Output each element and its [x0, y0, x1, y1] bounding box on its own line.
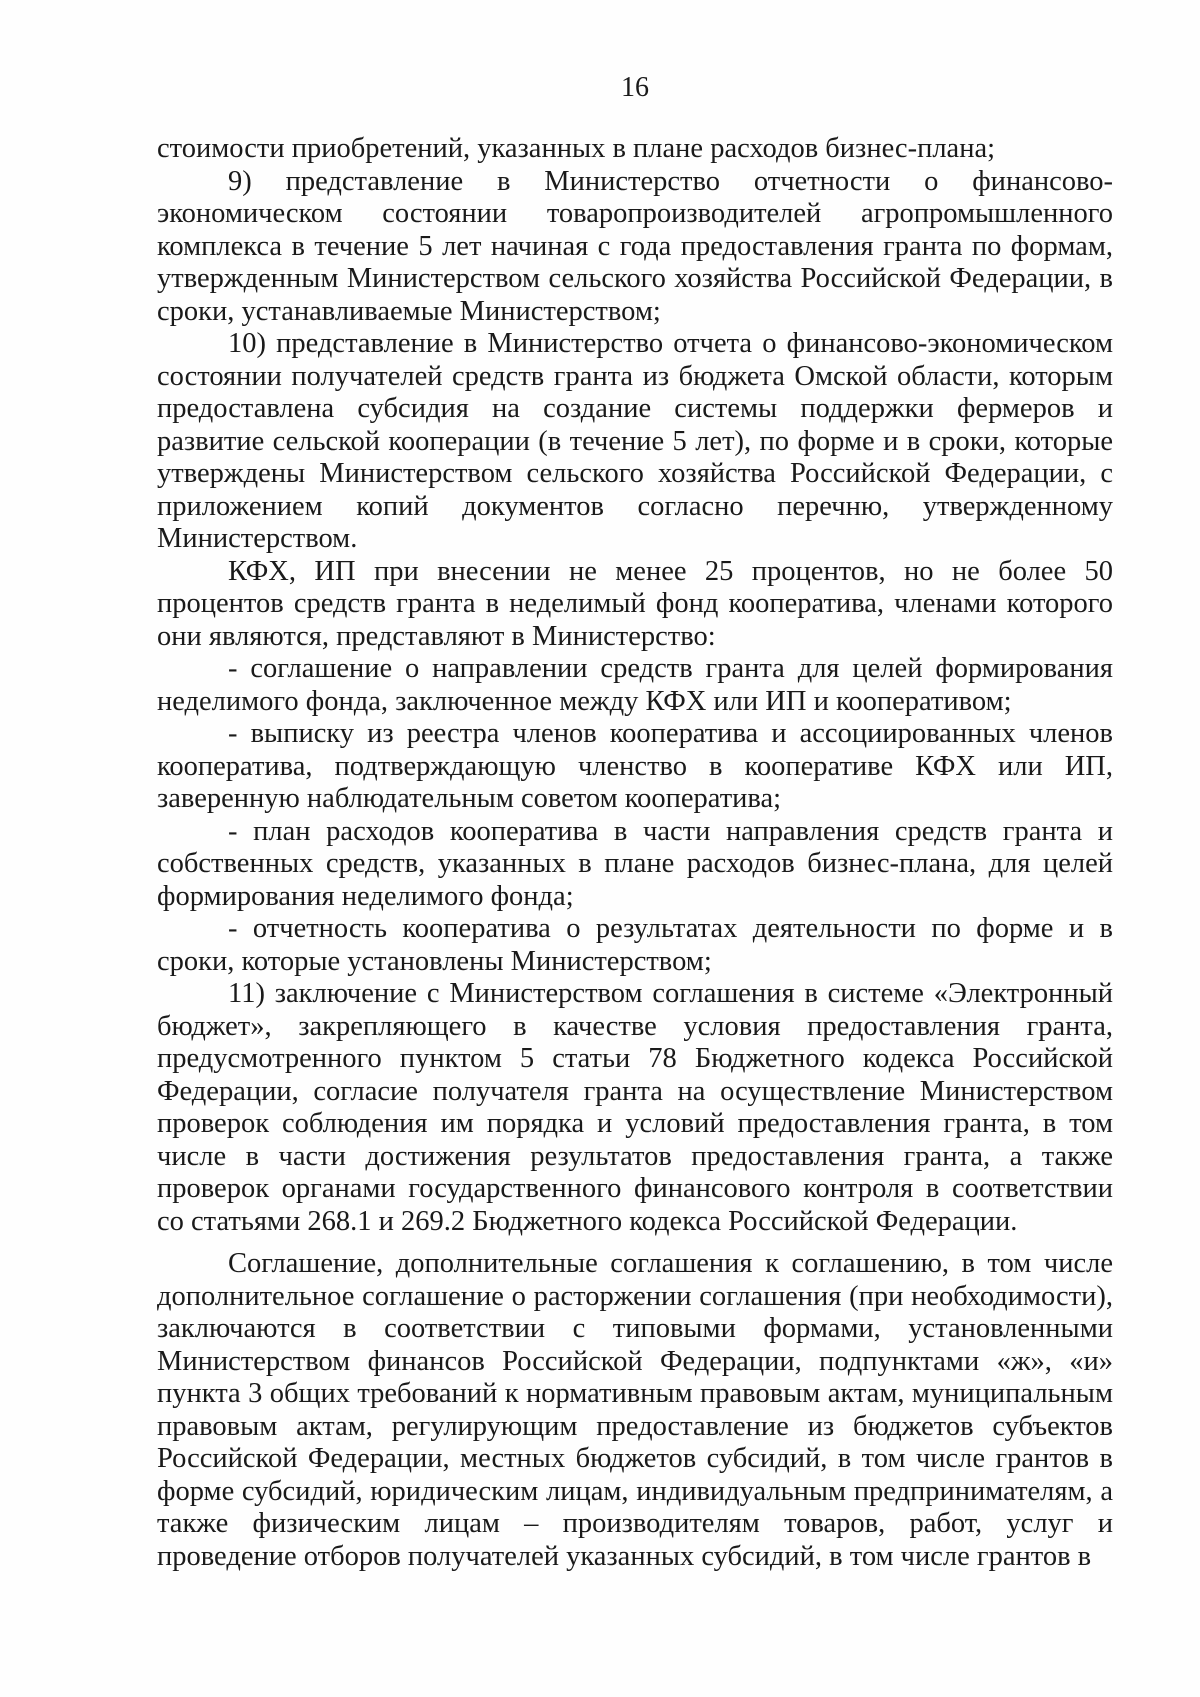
- paragraph-continuation: стоимости приобретений, указанных в плане расходов бизнес-плана;: [157, 133, 996, 164]
- list-item-agreement: - соглашение о направлении средств гранта для целей формирования неделимого фонда, заключенное между КФХ или ИП и кооперативом;: [157, 653, 1113, 717]
- paragraph-kfh-ip: КФХ, ИП при внесении не менее 25 процентов, но не более 50 процентов средств гранта в неделимый фонд кооператива, членами которого они являются, представляют в Министерство:: [157, 555, 1113, 652]
- list-item-registry-extract: - выписку из реестра членов кооператива и ассоциированных членов кооператива, подтверждающую членство в кооперативе КФХ или ИП, заверенную наблюдательным советом кооператива;: [157, 718, 1113, 814]
- document-body: [157, 133, 1113, 1573]
- paragraph-agreement: Соглашение, дополнительные соглашения к соглашению, в том числе дополнительное соглашение о расторжении соглашения (при необходимости), заключаются в соответствии с типовыми формами, установленными Министерством финансов Российской Федерации, подпунктами «ж», «и» пункта 3 общих требований к нормативным правовым актам, муниципальным правовым актам, регулирующим предоставление из бюджетов субъектов Российской Федерации, местных бюджетов субсидий, в том числе грантов в форме субсидий, юридическим лицам, индивидуальным предпринимателям, а также физическим лицам – производителям товаров, работ, услуг и проведение отборов получателей указанных субсидий, в том числе грантов в: [157, 1248, 1113, 1572]
- page-number: 16: [621, 72, 649, 103]
- list-item-expense-plan: - план расходов кооператива в части направления средств гранта и собственных средств, указанных в плане расходов бизнес-плана, для целей формирования неделимого фонда;: [157, 815, 1113, 912]
- list-item-reporting: - отчетность кооператива о результатах деятельности по форме и в сроки, которые установлены Министерством;: [157, 913, 1113, 977]
- paragraph-item-9: 9) представление в Министерство отчетности о финансово-экономическом состоянии товаропроизводителей агропромышленного комплекса в течение 5 лет начиная с года предоставления гранта по формам, утвержденным Министерством сельского хозяйства Российской Федерации, в сроки, устанавливаемые Министерством;: [157, 165, 1113, 327]
- paragraph-item-11: 11) заключение с Министерством соглашения в системе «Электронный бюджет», закрепляющего в качестве условия предоставления гранта, предусмотренного пунктом 5 статьи 78 Бюджетного кодекса Российской Федерации, согласие получателя гранта на осуществление Министерством проверок соблюдения им порядка и условий предоставления гранта, в том числе в части достижения результатов предоставления гранта, а также проверок органами государственного финансового контроля в соответствии со статьями 268.1 и 269.2 Бюджетного кодекса Российской Федерации.: [157, 978, 1113, 1237]
- paragraph-item-10: 10) представление в Министерство отчета о финансово-экономическом состоянии получателей средств гранта из бюджета Омской области, которым предоставлена субсидия на создание системы поддержки фермеров и развитие сельской кооперации (в течение 5 лет), по форме и в сроки, которые утверждены Министерством сельского хозяйства Российской Федерации, с приложением копий документов согласно перечню, утвержденному Министерством.: [157, 328, 1113, 554]
